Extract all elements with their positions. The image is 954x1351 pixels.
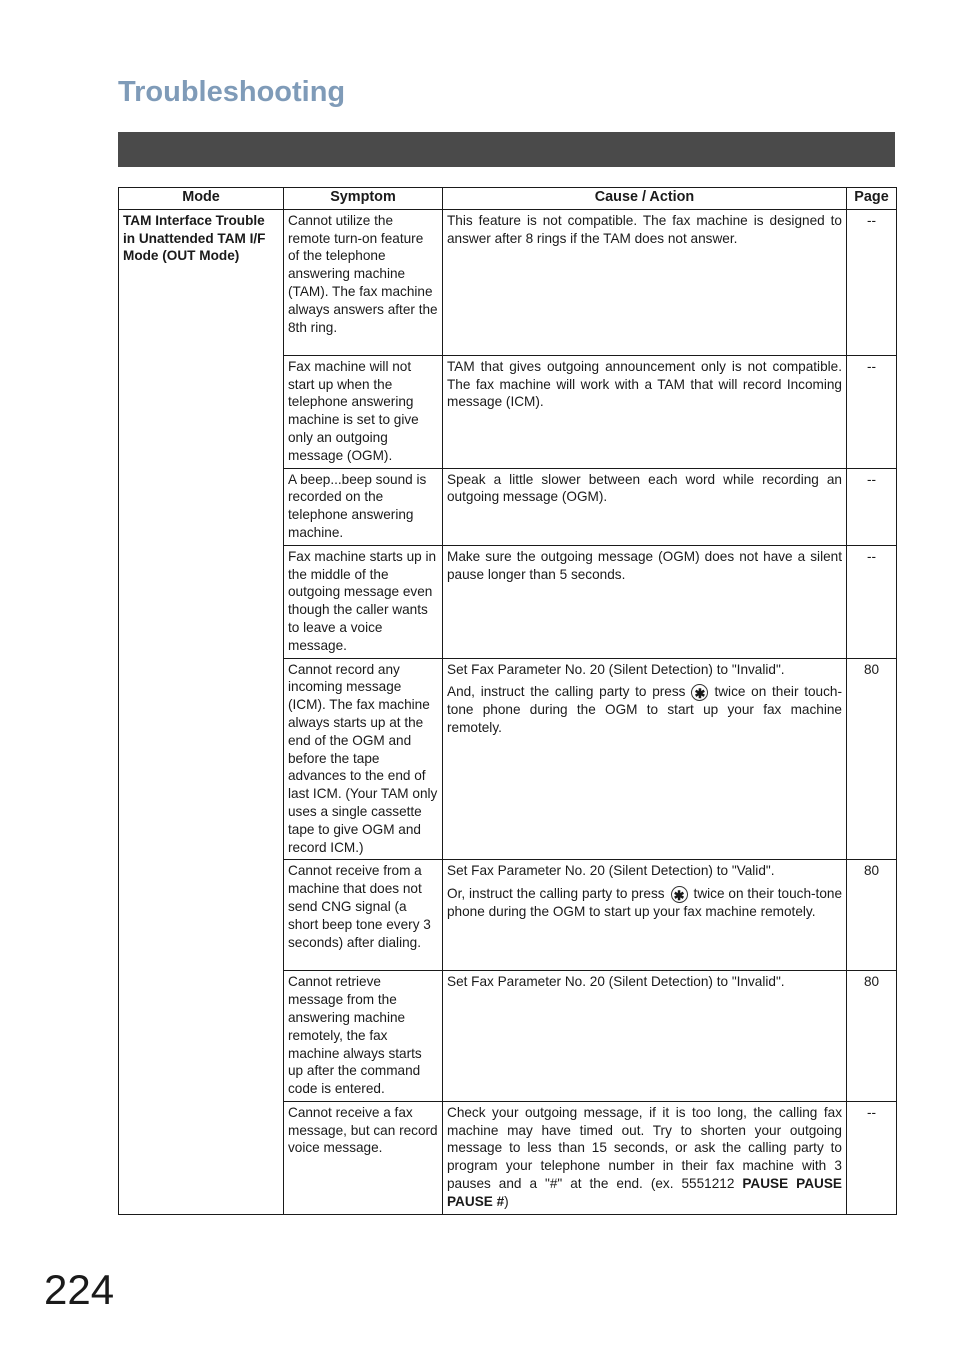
- cause-text: And, instruct the calling party to press: [447, 684, 686, 700]
- cause-cell: Set Fax Parameter No. 20 (Silent Detection) to "Invalid".: [443, 971, 847, 1102]
- page-ref-cell: 80: [847, 971, 897, 1102]
- page-ref-cell: 80: [847, 658, 897, 860]
- symptom-cell: Cannot record any incoming message (ICM). The fax machine always starts up at the end of the OGM and before the tape advances to the end of last ICM. (Your TAM only uses a single cassette tape to give OGM and record ICM.): [284, 658, 443, 860]
- page-title: Troubleshooting: [118, 76, 346, 108]
- symptom-cell: Fax machine starts up in the middle of the outgoing message even though the caller wants to leave a voice message.: [284, 545, 443, 658]
- cause-cell: [443, 658, 847, 860]
- page-ref-cell: --: [847, 355, 897, 468]
- section-header-bar: [118, 132, 895, 167]
- header-page: Page: [847, 188, 897, 210]
- symptom-cell: Fax machine will not start up when the telephone answering machine is set to give only an outgoing message (OGM).: [284, 355, 443, 468]
- page-ref-cell: --: [847, 209, 897, 355]
- cause-cell: This feature is not compatible. The fax machine is designed to answer after 8 rings if the TAM does not answer.: [443, 209, 847, 355]
- troubleshooting-table: [118, 187, 897, 1215]
- cause-line: [447, 683, 842, 737]
- symptom-cell: Cannot receive a fax message, but can record voice message.: [284, 1101, 443, 1214]
- cause-text: twice on their touch-tone phone during the OGM to start up your fax machine remotely.: [447, 886, 843, 920]
- symptom-cell: Cannot utilize the remote turn-on feature of the telephone answering machine (TAM). The fax machine always answers after the 8th ring.: [284, 209, 443, 355]
- cause-cell: Speak a little slower between each word while recording an outgoing message (OGM).: [443, 468, 847, 545]
- cause-line: [447, 885, 842, 921]
- cause-text: ): [504, 1193, 509, 1209]
- cause-cell: [443, 1101, 847, 1214]
- cause-line: Set Fax Parameter No. 20 (Silent Detection) to "Invalid".: [447, 661, 785, 677]
- page-number: 224: [44, 1266, 115, 1313]
- page-ref-cell: --: [847, 545, 897, 658]
- header-cause-action: Cause / Action: [443, 188, 847, 210]
- pause-keys-text: PAUSE PAUSE PAUSE #: [447, 1176, 842, 1209]
- cause-cell: Make sure the outgoing message (OGM) does not have a silent pause longer than 5 seconds.: [443, 545, 847, 658]
- symptom-cell: Cannot receive from a machine that does not send CNG signal (a short beep tone every 3 seconds) after dialing.: [284, 860, 443, 971]
- cause-cell: [443, 860, 847, 971]
- page-ref-cell: --: [847, 468, 897, 545]
- page-ref-cell: 80: [847, 860, 897, 971]
- header-mode: Mode: [119, 188, 284, 210]
- page-ref-cell: --: [847, 1101, 897, 1214]
- header-symptom: Symptom: [284, 188, 443, 210]
- cause-cell: TAM that gives outgoing announcement only is not compatible. The fax machine will work with a TAM that will record Incoming message (ICM).: [443, 355, 847, 468]
- table-row: [119, 209, 897, 355]
- symptom-cell: Cannot retrieve message from the answering machine remotely, the fax machine always starts up after the command code is entered.: [284, 971, 443, 1102]
- table-header-row: [119, 188, 897, 210]
- cause-line: Set Fax Parameter No. 20 (Silent Detection) to "Valid".: [447, 863, 775, 879]
- star-key-icon: ✱: [691, 684, 708, 701]
- mode-cell: TAM Interface Trouble in Unattended TAM I/F Mode (OUT Mode): [119, 209, 284, 1214]
- cause-text: Check your outgoing message, if it is too long, the calling fax machine may have timed out. Try to shorten your outgoing message to less than 15 seconds, or ask the calling party to program your telephone number in their fax machine with 3 pauses and a "#" at the end. (ex. 5551212: [447, 1104, 842, 1192]
- cause-text: twice on their touch-tone phone during the OGM to start up your fax machine remotely.: [447, 684, 842, 736]
- star-key-icon: ✱: [671, 886, 688, 903]
- symptom-cell: A beep...beep sound is recorded on the telephone answering machine.: [284, 468, 443, 545]
- cause-text: Or, instruct the calling party to press: [447, 886, 665, 902]
